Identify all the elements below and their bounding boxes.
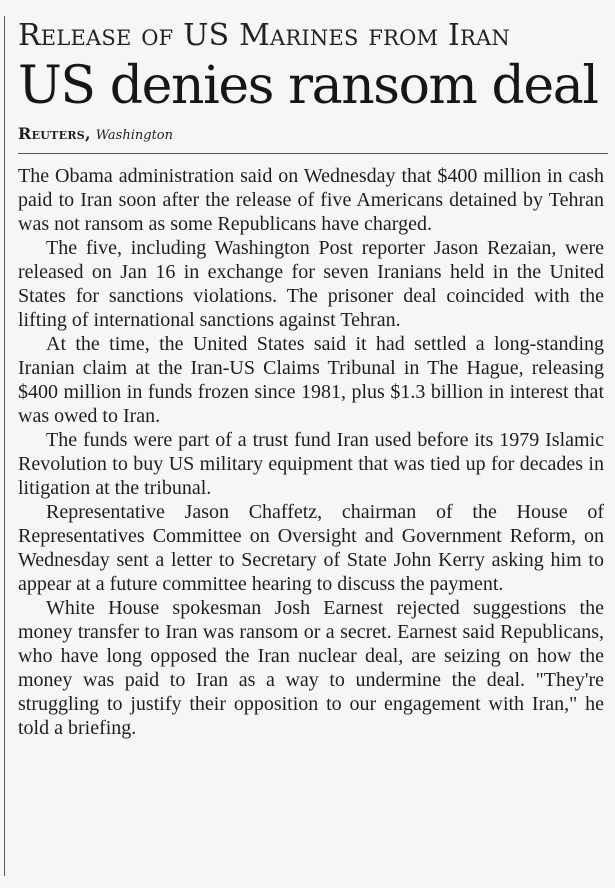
article-paragraph: The funds were part of a trust fund Iran used before its 1979 Islamic Revolution to buy US military equipment that was tied up for decades in litigation at the tribunal.: [18, 429, 604, 499]
byline-dateline: Washington: [95, 128, 173, 143]
article-kicker: Release of US Marines from Iran: [18, 18, 510, 53]
article-paragraph: At the time, the United States said it had settled a long-standing Iranian claim at the Iran-US Claims Tribunal in The Hague, releasing $400 million in funds frozen since 1981, plus $1.3 billion in interest that was owed to Iran.: [18, 333, 604, 427]
article-body: [18, 164, 604, 740]
byline-divider: [18, 153, 608, 154]
article-headline: US denies ransom deal: [18, 56, 598, 116]
article-paragraph: The Obama administration said on Wednesday that $400 million in cash paid to Iran soon after the release of five Americans detained by Tehran was not ransom as some Republicans have charged.: [18, 165, 604, 235]
column-rule: [4, 16, 5, 876]
article-paragraph: Representative Jason Chaffetz, chairman of the House of Representatives Committee on Oversight and Government Reform, on Wednesday sent a letter to Secretary of State John Kerry asking him to appear at a future committee hearing to discuss the payment.: [18, 501, 604, 595]
article-paragraph: White House spokesman Josh Earnest rejected suggestions the money transfer to Iran was ransom or a secret. Earnest said Republicans, who have long opposed the Iran nuclear deal, are seizing on how the money was paid to Iran as a way to undermine the deal. "They're struggling to justify their opposition to our engagement with Iran," he told a briefing.: [18, 597, 604, 739]
byline-agency: Reuters,: [18, 124, 91, 143]
article-paragraph: The five, including Washington Post reporter Jason Rezaian, were released on Jan 16 in exchange for seven Iranians held in the United States for sanctions violations. The prisoner deal coincided with the lifting of international sanctions against Tehran.: [18, 237, 604, 331]
byline: [18, 124, 173, 146]
